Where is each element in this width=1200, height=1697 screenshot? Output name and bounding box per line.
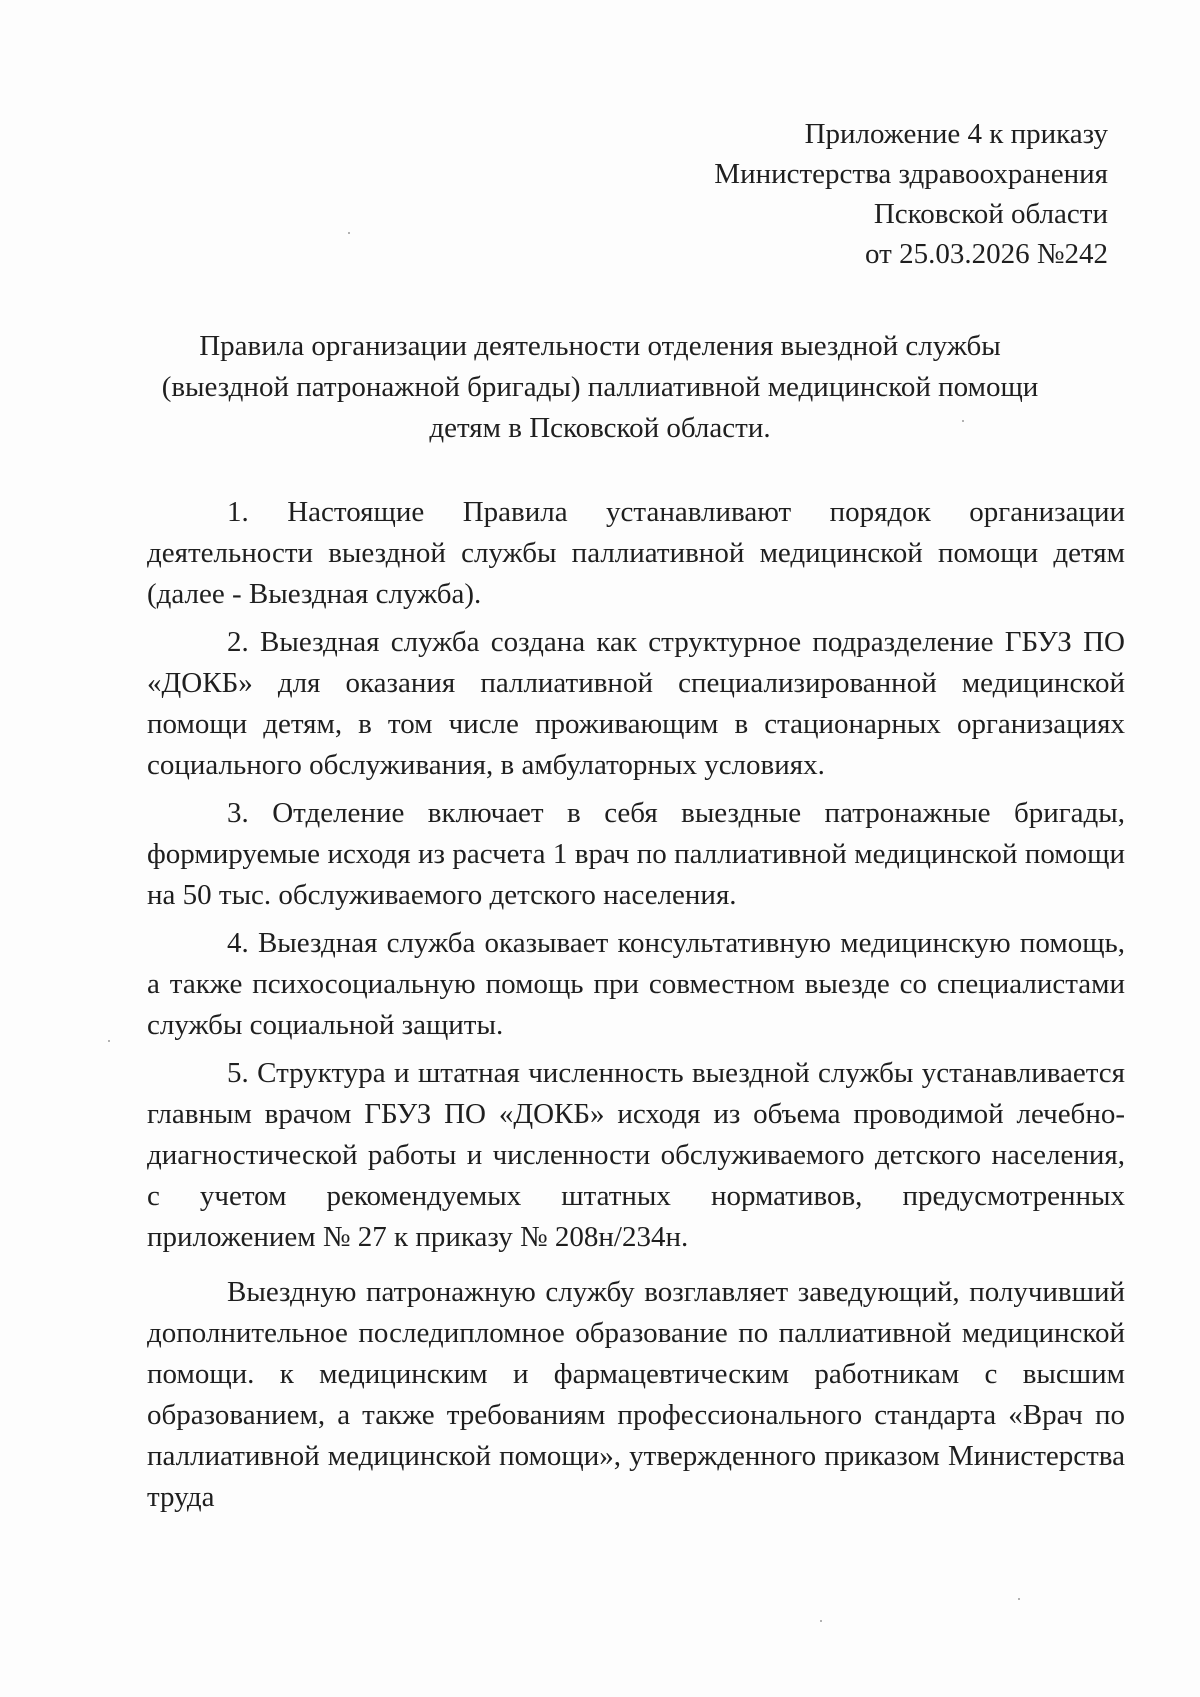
- paragraph-text: Структура и штатная численность выездной службы устанавливается главным врачом ГБУЗ ПО «ДОКБ» исходя из объема проводимой лечебно-диагностической работы и численности обслуживаемого детского населения, с учетом рекомендуемых штатных нормативов, предусмотренных приложением № 27 к приказу № 208н/234н.: [147, 1057, 1126, 1253]
- document-body: [147, 492, 1125, 1518]
- title-line: Правила организации деятельности отделения выездной службы: [199, 330, 1001, 362]
- document-title: [150, 326, 1050, 449]
- header-line: от 25.03.2026 №242: [865, 238, 1108, 270]
- appendix-header: [714, 114, 1108, 274]
- scan-speck: [1018, 1598, 1020, 1600]
- numbered-paragraph: [147, 492, 1125, 615]
- paragraph-number: 2.: [227, 626, 249, 658]
- paragraph-number: 1.: [227, 496, 249, 528]
- paragraph-text: Настоящие Правила устанавливают порядок организации деятельности выездной службы паллиативной медицинской помощи детям (далее - Выездная служба).: [147, 496, 1125, 610]
- paragraph-number: 5.: [227, 1057, 249, 1089]
- title-line: (выездной патронажной бригады) паллиативной медицинской помощи: [161, 371, 1039, 403]
- paragraph-text: Выездная служба создана как структурное подразделение ГБУЗ ПО «ДОКБ» для оказания паллиативной специализированной медицинской помощи детям, в том числе проживающим в стационарных организациях социального обслуживания, в амбулаторных условиях.: [147, 626, 1125, 781]
- paragraph-text: Выездная служба оказывает консультативную медицинскую помощь, а также психосоциальную помощь при совместном выезде со специалистами службы социальной защиты.: [147, 927, 1126, 1041]
- paragraph-number: 3.: [227, 797, 249, 829]
- numbered-paragraph: [147, 622, 1125, 786]
- header-line: Министерства здравоохранения: [714, 158, 1108, 190]
- final-paragraph: Выездную патронажную службу возглавляет заведующий, получивший дополнительное последипломное образование по паллиативной медицинской помощи. к медицинским и фармацевтическим работникам с высшим образованием, а также требованиям профессионального стандарта «Врач по паллиативной медицинской помощи», утвержденного приказом Министерства труда: [147, 1276, 1125, 1513]
- numbered-paragraph: [147, 793, 1125, 916]
- scan-speck: [108, 1040, 110, 1042]
- paragraph-number: 4.: [227, 927, 249, 959]
- numbered-paragraph: [147, 923, 1125, 1046]
- scan-speck: [820, 1620, 822, 1622]
- scan-speck: [348, 232, 350, 234]
- paragraph-text: Отделение включает в себя выездные патронажные бригады, формируемые исходя из расчета 1 врач по паллиативной медицинской помощи на 50 тыс. обслуживаемого детского населения.: [147, 797, 1126, 911]
- header-line: Псковской области: [873, 198, 1108, 230]
- numbered-paragraph: [147, 1053, 1125, 1258]
- header-line: Приложение 4 к приказу: [804, 118, 1108, 150]
- title-line: детям в Псковской области.: [429, 412, 771, 444]
- scan-speck: [962, 420, 964, 422]
